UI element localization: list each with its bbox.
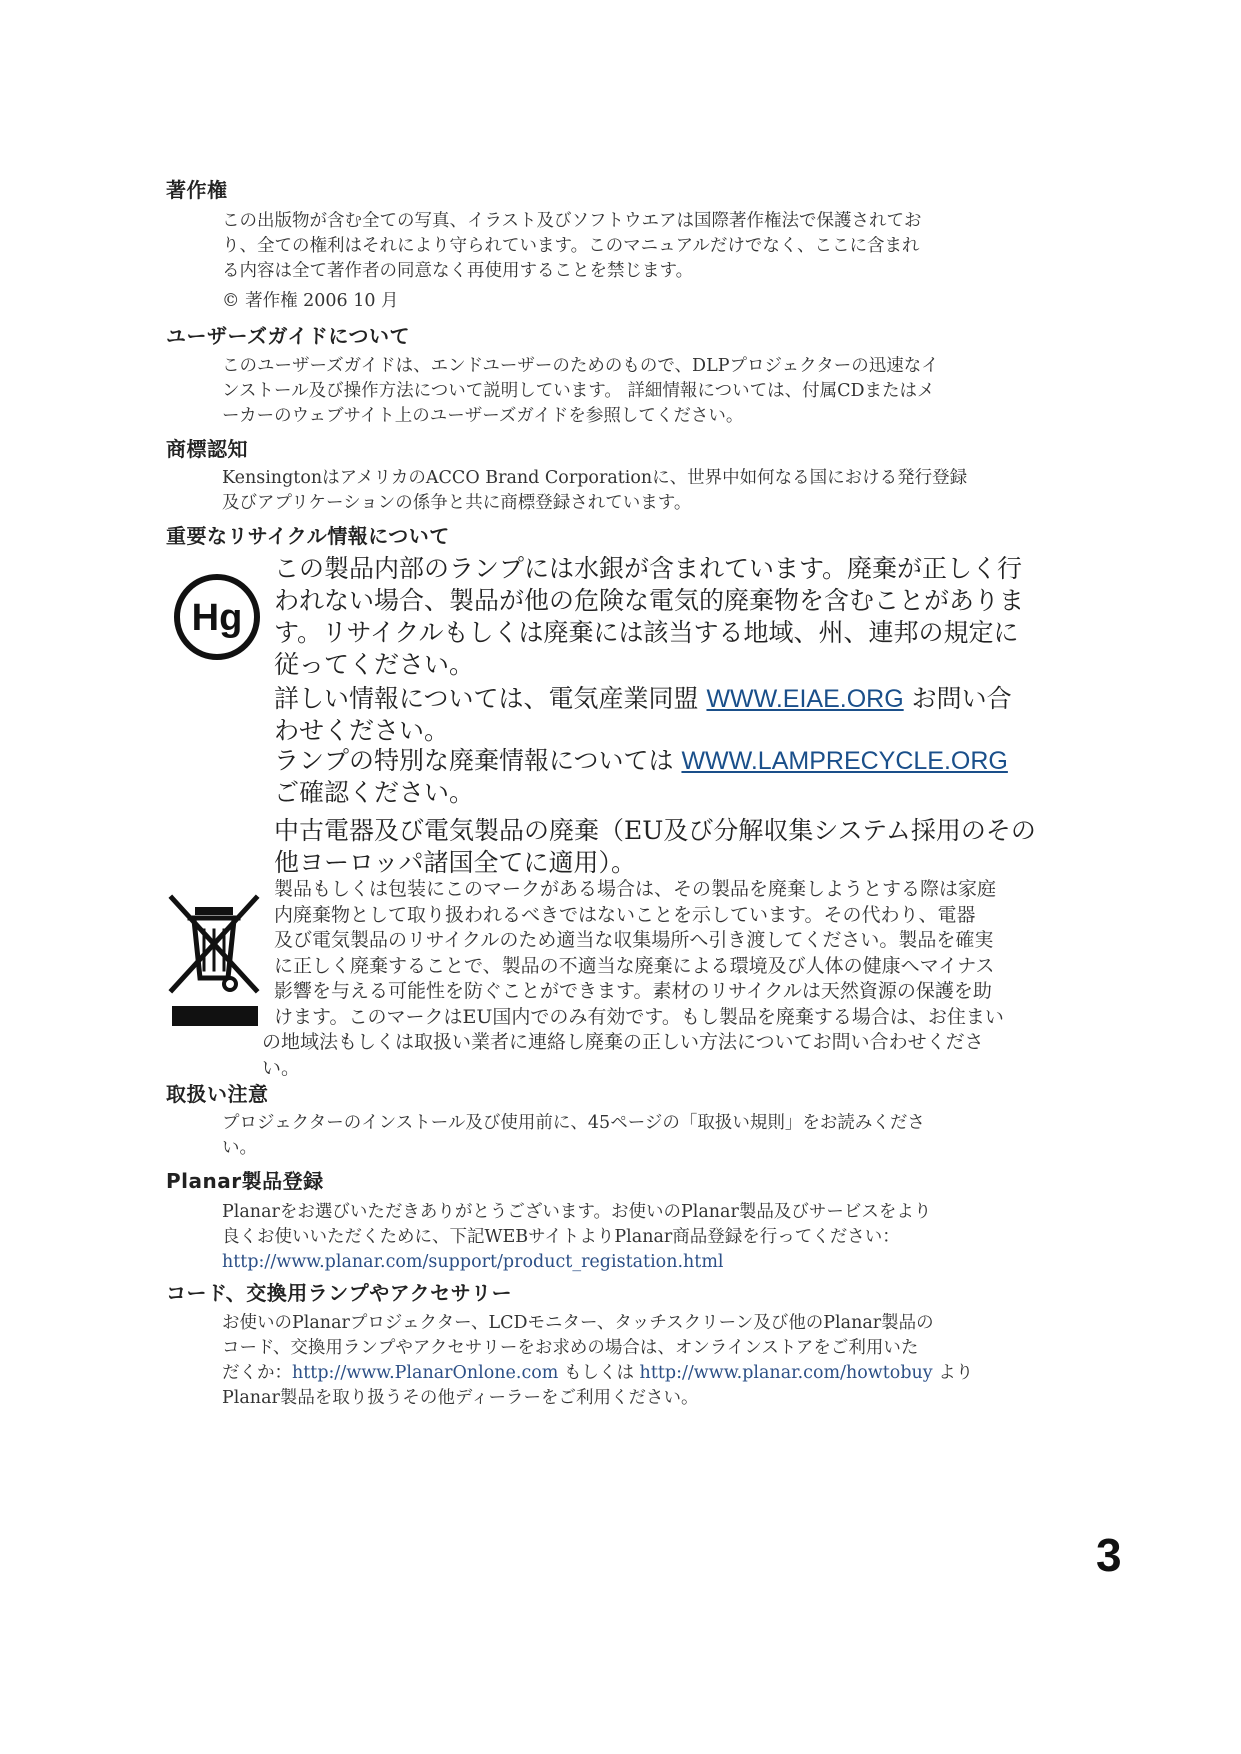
weee-line: けます。このマークはEU国内でのみ有効です。もし製品を廃棄する場合は、お住まい xyxy=(274,1005,1004,1028)
guide-heading: ユーザーズガイドについて xyxy=(166,324,410,348)
lamp-text xyxy=(274,745,1064,809)
handling-heading: 取扱い注意 xyxy=(166,1082,269,1106)
lamp-line xyxy=(274,745,1064,777)
eiae-line xyxy=(274,683,1064,715)
handling-line: い。 xyxy=(222,1138,257,1158)
registration-url[interactable]: http://www.planar.com/support/product_registation.html xyxy=(222,1252,724,1272)
trademark-text xyxy=(222,466,1058,516)
weee-heading-line: 中古電器及び電気製品の廃棄（EU及び分解収集システム採用のその xyxy=(274,816,1036,845)
trademark-heading: 商標認知 xyxy=(166,437,248,461)
registration-line: 良くお使いいただくために、下記WEBサイトよりPlanar商品登録を行ってください： xyxy=(222,1227,900,1247)
guide-line: ーカーのウェブサイト上のユーザーズガイドを参照してください。 xyxy=(222,406,744,426)
lamprecycle-link[interactable]: WWW.LAMPRECYCLE.ORG xyxy=(681,747,1008,775)
mercury-icon-label: Hg xyxy=(191,597,243,639)
mercury-icon xyxy=(172,572,262,662)
mercury-text xyxy=(274,553,1064,681)
trademark-line: KensingtonはアメリカのACCO Brand Corporationに、世界中如何なる国における発行登録 xyxy=(222,468,968,488)
weee-line: い。 xyxy=(262,1056,301,1079)
accessories-line3-pre: だくか： xyxy=(222,1363,292,1383)
accessories-line3-post: より xyxy=(932,1363,974,1383)
howtobuy-url[interactable]: http://www.planar.com/howtobuy xyxy=(639,1363,933,1383)
recycle-heading: 重要なリサイクル情報について xyxy=(166,524,450,548)
guide-line: このユーザーズガイドは、エンドユーザーのためのもので、DLPプロジェクターの迅速なイ xyxy=(222,356,939,376)
accessories-line3-mid: もしくは xyxy=(558,1363,640,1383)
accessories-heading: コード、交換用ランプやアクセサリー xyxy=(166,1281,513,1305)
registration-text xyxy=(222,1200,1058,1275)
weee-line: に正しく廃棄することで、製品の不適当な廃棄による環境及び人体の健康へマイナス xyxy=(274,954,995,977)
eiae-line-2: わせください。 xyxy=(274,716,450,745)
guide-text xyxy=(222,354,1058,429)
weee-heading xyxy=(274,815,1064,879)
copyright-text xyxy=(222,209,1058,284)
weee-bin-icon xyxy=(166,886,262,1030)
planaronline-url[interactable]: http://www.PlanarOnlone.com xyxy=(292,1363,559,1383)
eiae-link[interactable]: WWW.EIAE.ORG xyxy=(706,685,904,713)
page-number: 3 xyxy=(1096,1529,1122,1581)
eiae-text xyxy=(274,683,1064,747)
copyright-line: る内容は全て著作者の同意なく再使用することを禁じます。 xyxy=(222,261,694,281)
eiae-pre: 詳しい情報については、電気産業同盟 xyxy=(274,684,707,713)
weee-line: 及び電気製品のリサイクルのため適当な収集場所へ引き渡してください。製品を確実 xyxy=(274,929,994,951)
lamp-line-2: ご確認ください。 xyxy=(274,778,475,807)
weee-line: の地域法もしくは取扱い業者に連絡し廃棄の正しい方法についてお問い合わせくださ xyxy=(262,1031,984,1053)
accessories-line: Planar製品を取り扱うその他ディーラーをご利用ください。 xyxy=(222,1388,699,1408)
copyright-line: り、全ての権利はそれにより守られています。このマニュアルだけでなく、ここに含まれ xyxy=(222,236,920,256)
copyright-line: この出版物が含む全ての写真、イラスト及びソフトウエアは国際著作権法で保護されてお xyxy=(222,211,922,231)
weee-line: 影響を与える可能性を防ぐことができます。素材のリサイクルは天然資源の保護を助 xyxy=(274,980,992,1002)
accessories-line xyxy=(222,1361,1058,1386)
trademark-line: 及びアプリケーションの係争と共に商標登録されています。 xyxy=(222,493,692,513)
accessories-line: お使いのPlanarプロジェクター、LCDモニター、タッチスクリーン及び他のPlanar製品の xyxy=(222,1313,934,1333)
weee-text xyxy=(262,877,1064,1081)
registration-heading: Planar製品登録 xyxy=(166,1169,324,1193)
weee-heading-line: 他ヨーロッパ諸国全てに適用）。 xyxy=(274,848,637,877)
registration-line: Planarをお選びいただきありがとうございます。お使いのPlanar製品及びサービスをより xyxy=(222,1202,932,1222)
mercury-line: われない場合、製品が他の危険な電気的廃棄物を含むことがありま xyxy=(274,586,1025,615)
lamp-pre: ランプの特別な廃棄情報については xyxy=(274,746,682,775)
eiae-post: お問い合 xyxy=(903,684,1012,713)
copyright-heading: 著作権 xyxy=(166,178,228,202)
weee-line: 内廃棄物として取り扱われるべきではないことを示しています。その代わり、電器 xyxy=(274,903,976,926)
copyright-date: © 著作権 2006 10 月 xyxy=(222,291,399,311)
accessories-text xyxy=(222,1311,1058,1411)
mercury-line: この製品内部のランプには水銀が含まれています。廃棄が正しく行 xyxy=(274,554,1023,583)
handling-line: プロジェクターのインストール及び使用前に、45ページの「取扱い規則」をお読みくださ xyxy=(222,1113,925,1133)
guide-line: ンストール及び操作方法について説明しています。 詳細情報については、付属CDまたはメ xyxy=(222,381,935,401)
accessories-line: コード、交換用ランプやアクセサリーをお求めの場合は、オンラインストアをご利用いた xyxy=(222,1338,919,1358)
mercury-line: す。リサイクルもしくは廃棄には該当する地域、州、連邦の規定に xyxy=(274,618,1019,647)
handling-text xyxy=(222,1111,1058,1161)
weee-line: 製品もしくは包装にこのマークがある場合は、その製品を廃棄しようとする際は家庭 xyxy=(274,878,997,900)
mercury-line: 従ってください。 xyxy=(274,650,475,679)
